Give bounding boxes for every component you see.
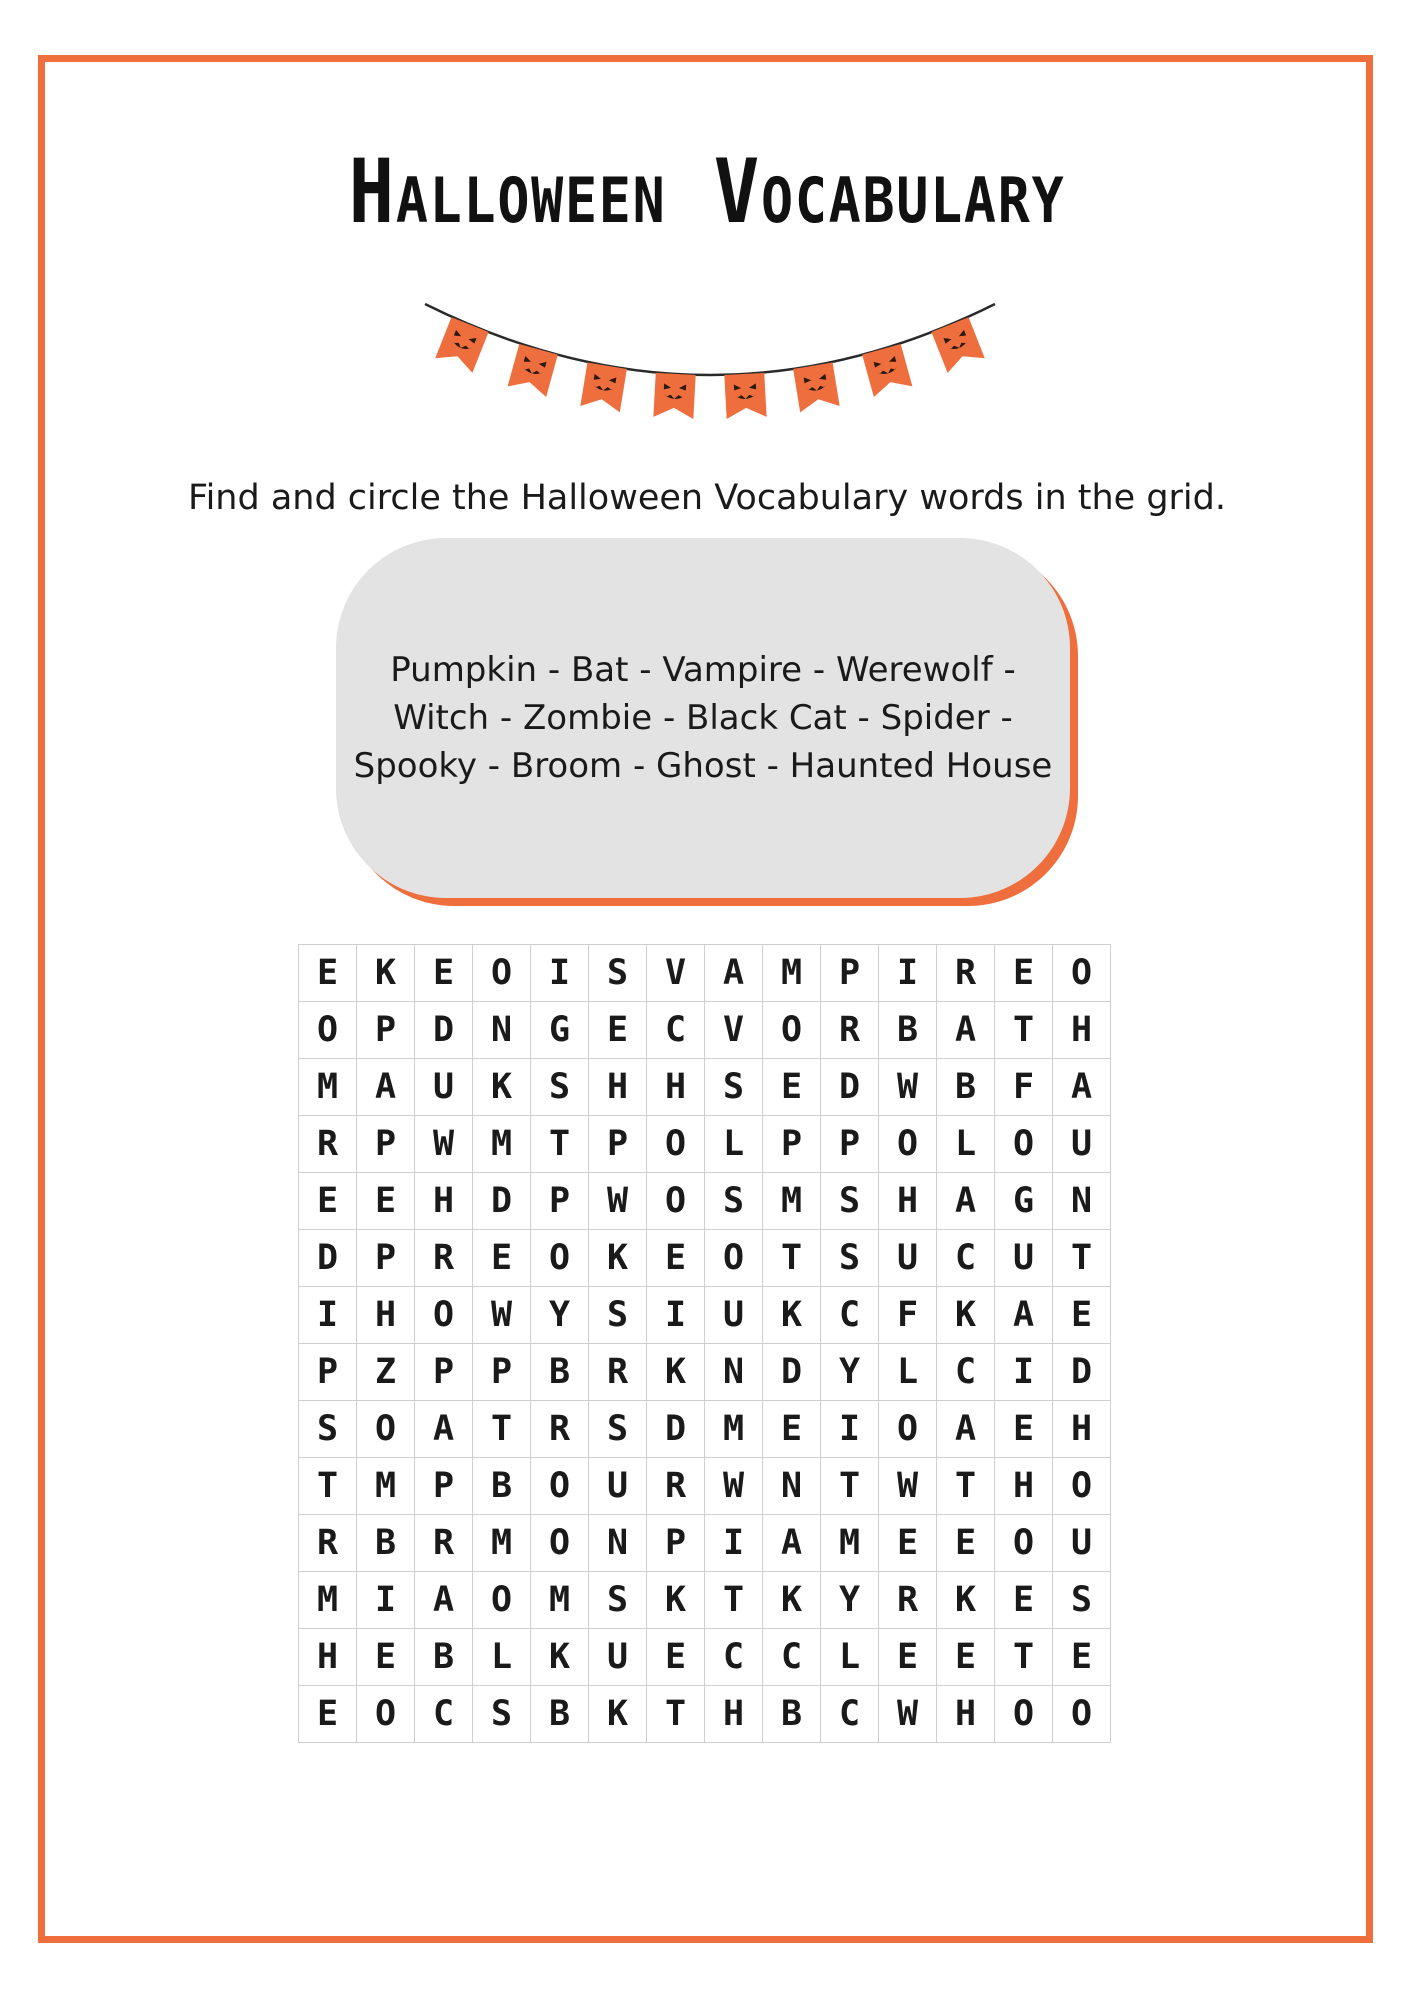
- grid-cell[interactable]: P: [357, 1230, 415, 1287]
- grid-cell[interactable]: D: [647, 1401, 705, 1458]
- jack-o-lantern-flag-icon: [793, 363, 840, 413]
- grid-cell[interactable]: V: [647, 945, 705, 1002]
- grid-cell[interactable]: D: [1053, 1344, 1111, 1401]
- grid-cell[interactable]: R: [531, 1401, 589, 1458]
- jack-o-lantern-flag-icon: [435, 317, 488, 373]
- grid-cell[interactable]: I: [995, 1344, 1053, 1401]
- grid-cell[interactable]: B: [763, 1686, 821, 1743]
- jack-o-lantern-flag-icon: [724, 373, 766, 419]
- grid-cell[interactable]: P: [357, 1116, 415, 1173]
- grid-cell[interactable]: T: [1053, 1230, 1111, 1287]
- grid-cell[interactable]: L: [473, 1629, 531, 1686]
- grid-cell[interactable]: W: [879, 1059, 937, 1116]
- grid-cell[interactable]: K: [647, 1572, 705, 1629]
- pumpkin-garland-icon: [420, 296, 1000, 446]
- grid-cell[interactable]: H: [589, 1059, 647, 1116]
- grid-cell[interactable]: C: [647, 1002, 705, 1059]
- grid-cell[interactable]: E: [647, 1629, 705, 1686]
- grid-cell[interactable]: D: [415, 1002, 473, 1059]
- grid-cell[interactable]: A: [1053, 1059, 1111, 1116]
- grid-cell[interactable]: B: [357, 1515, 415, 1572]
- grid-cell[interactable]: B: [531, 1686, 589, 1743]
- grid-cell[interactable]: O: [1053, 1686, 1111, 1743]
- word-search-grid: [298, 944, 1111, 1743]
- grid-cell[interactable]: P: [647, 1515, 705, 1572]
- grid-cell[interactable]: M: [299, 1572, 357, 1629]
- grid-cell[interactable]: O: [995, 1686, 1053, 1743]
- grid-cell[interactable]: E: [763, 1401, 821, 1458]
- grid-cell[interactable]: B: [937, 1059, 995, 1116]
- grid-cell[interactable]: O: [647, 1116, 705, 1173]
- grid-cell[interactable]: R: [879, 1572, 937, 1629]
- grid-cell[interactable]: S: [1053, 1572, 1111, 1629]
- grid-cell[interactable]: E: [357, 1173, 415, 1230]
- grid-cell[interactable]: L: [879, 1344, 937, 1401]
- jack-o-lantern-flag-icon: [931, 317, 984, 373]
- grid-cell[interactable]: O: [1053, 1458, 1111, 1515]
- grid-cell[interactable]: T: [473, 1401, 531, 1458]
- grid-cell[interactable]: P: [821, 1116, 879, 1173]
- grid-cell[interactable]: H: [357, 1287, 415, 1344]
- grid-cell[interactable]: U: [995, 1230, 1053, 1287]
- grid-row: [299, 1059, 1111, 1116]
- grid-cell[interactable]: V: [705, 1002, 763, 1059]
- grid-cell[interactable]: M: [299, 1059, 357, 1116]
- grid-cell[interactable]: Y: [821, 1344, 879, 1401]
- grid-cell[interactable]: P: [415, 1458, 473, 1515]
- grid-cell[interactable]: O: [995, 1116, 1053, 1173]
- grid-cell[interactable]: M: [473, 1116, 531, 1173]
- grid-cell[interactable]: I: [879, 945, 937, 1002]
- grid-cell[interactable]: K: [357, 945, 415, 1002]
- grid-cell[interactable]: N: [473, 1002, 531, 1059]
- grid-cell[interactable]: E: [415, 945, 473, 1002]
- grid-cell[interactable]: S: [589, 1287, 647, 1344]
- grid-cell[interactable]: E: [937, 1629, 995, 1686]
- grid-cell[interactable]: E: [879, 1629, 937, 1686]
- grid-cell[interactable]: M: [763, 1173, 821, 1230]
- grid-row: [299, 945, 1111, 1002]
- instruction-text: Find and circle the Halloween Vocabulary words in the grid.: [187, 478, 1226, 518]
- grid-cell[interactable]: M: [763, 945, 821, 1002]
- grid-cell[interactable]: T: [821, 1458, 879, 1515]
- grid-cell[interactable]: C: [763, 1629, 821, 1686]
- grid-cell[interactable]: U: [1053, 1515, 1111, 1572]
- grid-cell[interactable]: C: [415, 1686, 473, 1743]
- grid-cell[interactable]: R: [415, 1515, 473, 1572]
- grid-cell[interactable]: O: [473, 945, 531, 1002]
- grid-cell[interactable]: H: [647, 1059, 705, 1116]
- grid-cell[interactable]: T: [531, 1116, 589, 1173]
- grid-cell[interactable]: T: [647, 1686, 705, 1743]
- grid-cell[interactable]: A: [415, 1401, 473, 1458]
- grid-cell[interactable]: B: [415, 1629, 473, 1686]
- grid-cell[interactable]: G: [531, 1002, 589, 1059]
- grid-cell[interactable]: W: [705, 1458, 763, 1515]
- grid-cell[interactable]: C: [705, 1629, 763, 1686]
- grid-cell[interactable]: O: [531, 1458, 589, 1515]
- grid-cell[interactable]: B: [879, 1002, 937, 1059]
- grid-cell[interactable]: O: [357, 1686, 415, 1743]
- grid-cell[interactable]: S: [705, 1173, 763, 1230]
- grid-cell[interactable]: P: [531, 1173, 589, 1230]
- grid-cell[interactable]: R: [299, 1116, 357, 1173]
- grid-cell[interactable]: O: [357, 1401, 415, 1458]
- grid-cell[interactable]: A: [357, 1059, 415, 1116]
- grid-cell[interactable]: W: [415, 1116, 473, 1173]
- grid-cell[interactable]: G: [995, 1173, 1053, 1230]
- grid-cell[interactable]: K: [589, 1686, 647, 1743]
- grid-cell[interactable]: M: [531, 1572, 589, 1629]
- grid-cell[interactable]: M: [821, 1515, 879, 1572]
- grid-row: [299, 1287, 1111, 1344]
- grid-cell[interactable]: N: [1053, 1173, 1111, 1230]
- grid-cell[interactable]: B: [531, 1344, 589, 1401]
- grid-cell[interactable]: O: [647, 1173, 705, 1230]
- grid-row: [299, 1515, 1111, 1572]
- grid-cell[interactable]: O: [531, 1230, 589, 1287]
- grid-cell[interactable]: H: [995, 1458, 1053, 1515]
- grid-cell[interactable]: D: [299, 1230, 357, 1287]
- grid-cell[interactable]: K: [647, 1344, 705, 1401]
- grid-cell[interactable]: U: [589, 1458, 647, 1515]
- grid-cell[interactable]: H: [937, 1686, 995, 1743]
- grid-cell[interactable]: R: [821, 1002, 879, 1059]
- grid-row: [299, 1173, 1111, 1230]
- grid-cell[interactable]: M: [473, 1515, 531, 1572]
- grid-cell[interactable]: T: [299, 1458, 357, 1515]
- grid-cell[interactable]: L: [705, 1116, 763, 1173]
- grid-cell[interactable]: N: [705, 1344, 763, 1401]
- grid-cell[interactable]: E: [763, 1059, 821, 1116]
- grid-cell[interactable]: E: [995, 1572, 1053, 1629]
- word-bank-line: Witch - Zombie - Black Cat - Spider -: [393, 698, 1013, 738]
- grid-cell[interactable]: P: [299, 1344, 357, 1401]
- grid-cell[interactable]: L: [821, 1629, 879, 1686]
- grid-cell[interactable]: R: [415, 1230, 473, 1287]
- grid-cell[interactable]: H: [705, 1686, 763, 1743]
- grid-row: [299, 1686, 1111, 1743]
- grid-cell[interactable]: M: [705, 1401, 763, 1458]
- grid-cell[interactable]: A: [937, 1401, 995, 1458]
- word-bank-line: Spooky - Broom - Ghost - Haunted House: [353, 746, 1053, 786]
- grid-cell[interactable]: E: [357, 1629, 415, 1686]
- grid-cell[interactable]: W: [589, 1173, 647, 1230]
- grid-cell[interactable]: R: [937, 945, 995, 1002]
- grid-cell[interactable]: T: [995, 1002, 1053, 1059]
- grid-cell[interactable]: I: [821, 1401, 879, 1458]
- grid-cell[interactable]: O: [879, 1401, 937, 1458]
- grid-cell[interactable]: A: [763, 1515, 821, 1572]
- grid-cell[interactable]: H: [299, 1629, 357, 1686]
- word-bank-line: Pumpkin - Bat - Vampire - Werewolf -: [390, 650, 1016, 690]
- grid-row: [299, 1116, 1111, 1173]
- grid-cell[interactable]: I: [299, 1287, 357, 1344]
- grid-cell[interactable]: K: [763, 1572, 821, 1629]
- grid-cell[interactable]: T: [937, 1458, 995, 1515]
- grid-cell[interactable]: E: [647, 1230, 705, 1287]
- grid-cell[interactable]: S: [589, 1401, 647, 1458]
- grid-cell[interactable]: S: [299, 1401, 357, 1458]
- grid-cell[interactable]: Y: [531, 1287, 589, 1344]
- grid-cell[interactable]: P: [821, 945, 879, 1002]
- grid-cell[interactable]: S: [589, 1572, 647, 1629]
- grid-cell[interactable]: O: [531, 1515, 589, 1572]
- grid-cell[interactable]: R: [299, 1515, 357, 1572]
- grid-cell[interactable]: I: [705, 1515, 763, 1572]
- grid-cell[interactable]: H: [1053, 1002, 1111, 1059]
- grid-cell[interactable]: E: [299, 945, 357, 1002]
- grid-cell[interactable]: E: [1053, 1629, 1111, 1686]
- grid-cell[interactable]: U: [1053, 1116, 1111, 1173]
- grid-cell[interactable]: N: [763, 1458, 821, 1515]
- grid-cell[interactable]: I: [531, 945, 589, 1002]
- grid-cell[interactable]: R: [647, 1458, 705, 1515]
- grid-cell[interactable]: E: [473, 1230, 531, 1287]
- grid-row: [299, 1401, 1111, 1458]
- grid-cell[interactable]: O: [705, 1230, 763, 1287]
- grid-cell[interactable]: L: [937, 1116, 995, 1173]
- grid-cell[interactable]: S: [531, 1059, 589, 1116]
- grid-cell[interactable]: U: [705, 1287, 763, 1344]
- grid-cell[interactable]: S: [705, 1059, 763, 1116]
- grid-cell[interactable]: I: [647, 1287, 705, 1344]
- jack-o-lantern-flag-icon: [653, 373, 695, 419]
- grid-cell[interactable]: O: [473, 1572, 531, 1629]
- grid-cell[interactable]: N: [589, 1515, 647, 1572]
- grid-cell[interactable]: P: [357, 1002, 415, 1059]
- grid-cell[interactable]: E: [995, 945, 1053, 1002]
- grid-cell[interactable]: S: [589, 945, 647, 1002]
- grid-row: [299, 1344, 1111, 1401]
- grid-cell[interactable]: O: [995, 1515, 1053, 1572]
- grid-cell[interactable]: E: [589, 1002, 647, 1059]
- grid-cell[interactable]: H: [415, 1173, 473, 1230]
- grid-cell[interactable]: P: [589, 1116, 647, 1173]
- grid-cell[interactable]: H: [1053, 1401, 1111, 1458]
- grid-cell[interactable]: W: [473, 1287, 531, 1344]
- grid-row: [299, 1230, 1111, 1287]
- grid-row: [299, 1458, 1111, 1515]
- grid-cell[interactable]: T: [763, 1230, 821, 1287]
- jack-o-lantern-flag-icon: [580, 363, 627, 413]
- grid-cell[interactable]: E: [1053, 1287, 1111, 1344]
- grid-cell[interactable]: E: [299, 1686, 357, 1743]
- grid-cell[interactable]: F: [995, 1059, 1053, 1116]
- grid-cell[interactable]: K: [937, 1287, 995, 1344]
- grid-cell[interactable]: E: [995, 1401, 1053, 1458]
- grid-cell[interactable]: A: [937, 1173, 995, 1230]
- grid-cell[interactable]: D: [473, 1173, 531, 1230]
- grid-cell[interactable]: W: [879, 1458, 937, 1515]
- grid-cell[interactable]: C: [937, 1344, 995, 1401]
- grid-cell[interactable]: K: [531, 1629, 589, 1686]
- grid-cell[interactable]: O: [763, 1002, 821, 1059]
- grid-cell[interactable]: U: [879, 1230, 937, 1287]
- grid-cell[interactable]: T: [705, 1572, 763, 1629]
- grid-cell[interactable]: K: [763, 1287, 821, 1344]
- grid-cell[interactable]: P: [473, 1344, 531, 1401]
- grid-cell[interactable]: P: [415, 1344, 473, 1401]
- grid-cell[interactable]: O: [299, 1002, 357, 1059]
- grid-cell[interactable]: D: [763, 1344, 821, 1401]
- grid-cell[interactable]: K: [589, 1230, 647, 1287]
- grid-cell[interactable]: S: [473, 1686, 531, 1743]
- grid-cell[interactable]: I: [357, 1572, 415, 1629]
- grid-cell[interactable]: U: [589, 1629, 647, 1686]
- page-title: Halloween Vocabulary: [348, 140, 1066, 243]
- grid-cell[interactable]: E: [937, 1515, 995, 1572]
- grid-cell[interactable]: R: [589, 1344, 647, 1401]
- grid-cell[interactable]: A: [937, 1002, 995, 1059]
- grid-cell[interactable]: F: [879, 1287, 937, 1344]
- grid-cell[interactable]: H: [879, 1173, 937, 1230]
- grid-cell[interactable]: M: [357, 1458, 415, 1515]
- grid-cell[interactable]: A: [705, 945, 763, 1002]
- grid-row: [299, 1002, 1111, 1059]
- grid-row: [299, 1572, 1111, 1629]
- grid-cell[interactable]: C: [821, 1287, 879, 1344]
- word-bank-text: [338, 646, 1068, 790]
- grid-cell[interactable]: S: [821, 1230, 879, 1287]
- word-bank: [336, 538, 1070, 898]
- grid-cell[interactable]: K: [473, 1059, 531, 1116]
- grid-cell[interactable]: Z: [357, 1344, 415, 1401]
- grid-cell[interactable]: B: [473, 1458, 531, 1515]
- grid-row: [299, 1629, 1111, 1686]
- grid-cell[interactable]: E: [879, 1515, 937, 1572]
- grid-cell[interactable]: W: [879, 1686, 937, 1743]
- grid-cell[interactable]: T: [995, 1629, 1053, 1686]
- grid-cell[interactable]: O: [879, 1116, 937, 1173]
- grid-cell[interactable]: A: [995, 1287, 1053, 1344]
- grid-cell[interactable]: C: [937, 1230, 995, 1287]
- grid-cell[interactable]: K: [937, 1572, 995, 1629]
- grid-cell[interactable]: E: [299, 1173, 357, 1230]
- grid-cell[interactable]: A: [415, 1572, 473, 1629]
- grid-cell[interactable]: C: [821, 1686, 879, 1743]
- grid-cell[interactable]: U: [415, 1059, 473, 1116]
- grid-cell[interactable]: O: [1053, 945, 1111, 1002]
- grid-cell[interactable]: O: [415, 1287, 473, 1344]
- grid-cell[interactable]: P: [763, 1116, 821, 1173]
- grid-cell[interactable]: D: [821, 1059, 879, 1116]
- grid-cell[interactable]: S: [821, 1173, 879, 1230]
- grid-cell[interactable]: Y: [821, 1572, 879, 1629]
